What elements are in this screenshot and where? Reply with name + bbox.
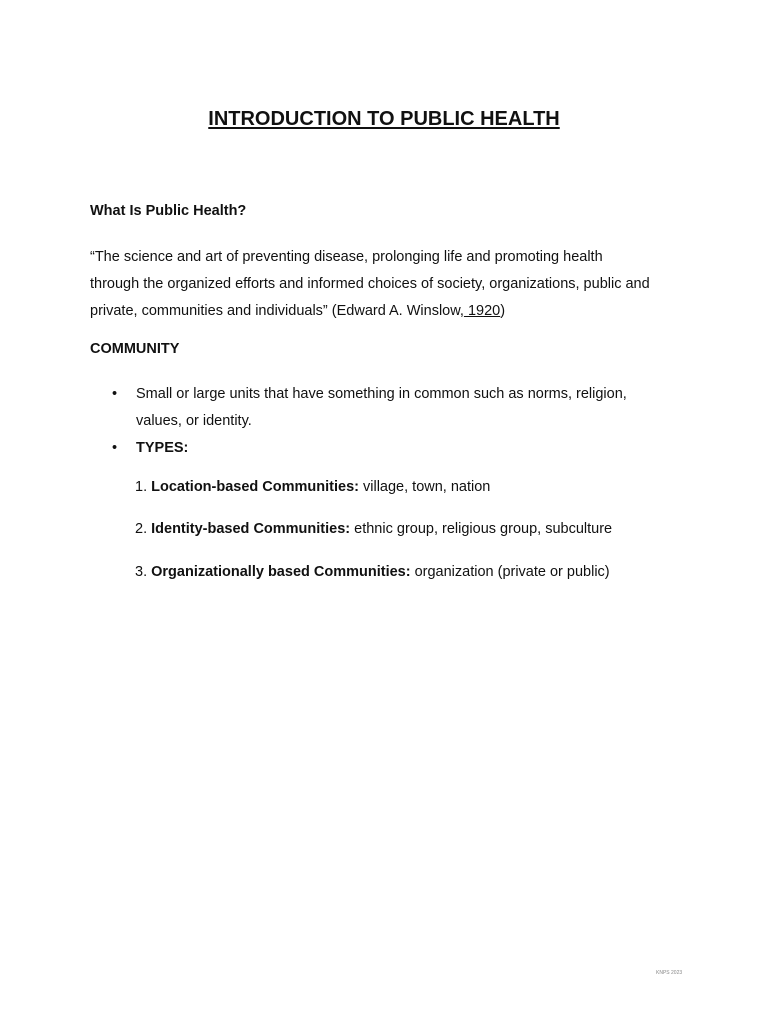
document-title [0,108,768,131]
type-number: 1. [135,479,152,495]
quote-line-3 [90,298,690,325]
types-heading: TYPES: [136,440,189,456]
type-label: Organizationally based Communities: [151,564,411,580]
quote-line-3-text: private, communities and individuals” (Edward A. Winslow, [90,303,464,319]
type-number: 2. [135,521,152,537]
bullet-icon: • [112,386,118,402]
list-item [112,381,692,435]
type-label: Location-based Communities: [151,479,359,495]
document-title-text: INTRODUCTION TO PUBLIC HEALTH [208,108,560,130]
quote-line-2: through the organized efforts and informed choices of society, organizations, public and [90,276,650,292]
bullet-text-line-1: Small or large units that have something in common such as norms, religion, [136,386,627,402]
community-type-identity [135,521,695,537]
bullet-icon: • [112,440,118,456]
footer-mark: KNPS 2023 [656,970,683,976]
type-number: 3. [135,564,152,580]
bullet-text-line-2: values, or identity. [136,413,252,429]
section-heading-community: COMMUNITY [90,341,180,357]
type-label: Identity-based Communities: [151,521,351,537]
type-description: ethnic group, religious group, subculture [350,521,613,537]
list-item [112,435,692,462]
section-heading-what-is-public-health: What Is Public Health? [90,203,247,219]
community-type-location [135,479,695,495]
type-description: organization (private or public) [410,564,610,580]
type-description: village, town, nation [358,479,491,495]
winslow-definition-quote [90,244,690,325]
quote-line-1: “The science and art of preventing disease, prolonging life and promoting health [90,249,603,265]
community-type-organizational [135,564,695,580]
community-bullet-list [112,381,692,462]
quote-line-3-close: ) [500,303,506,319]
citation-year: 1920 [463,303,501,319]
